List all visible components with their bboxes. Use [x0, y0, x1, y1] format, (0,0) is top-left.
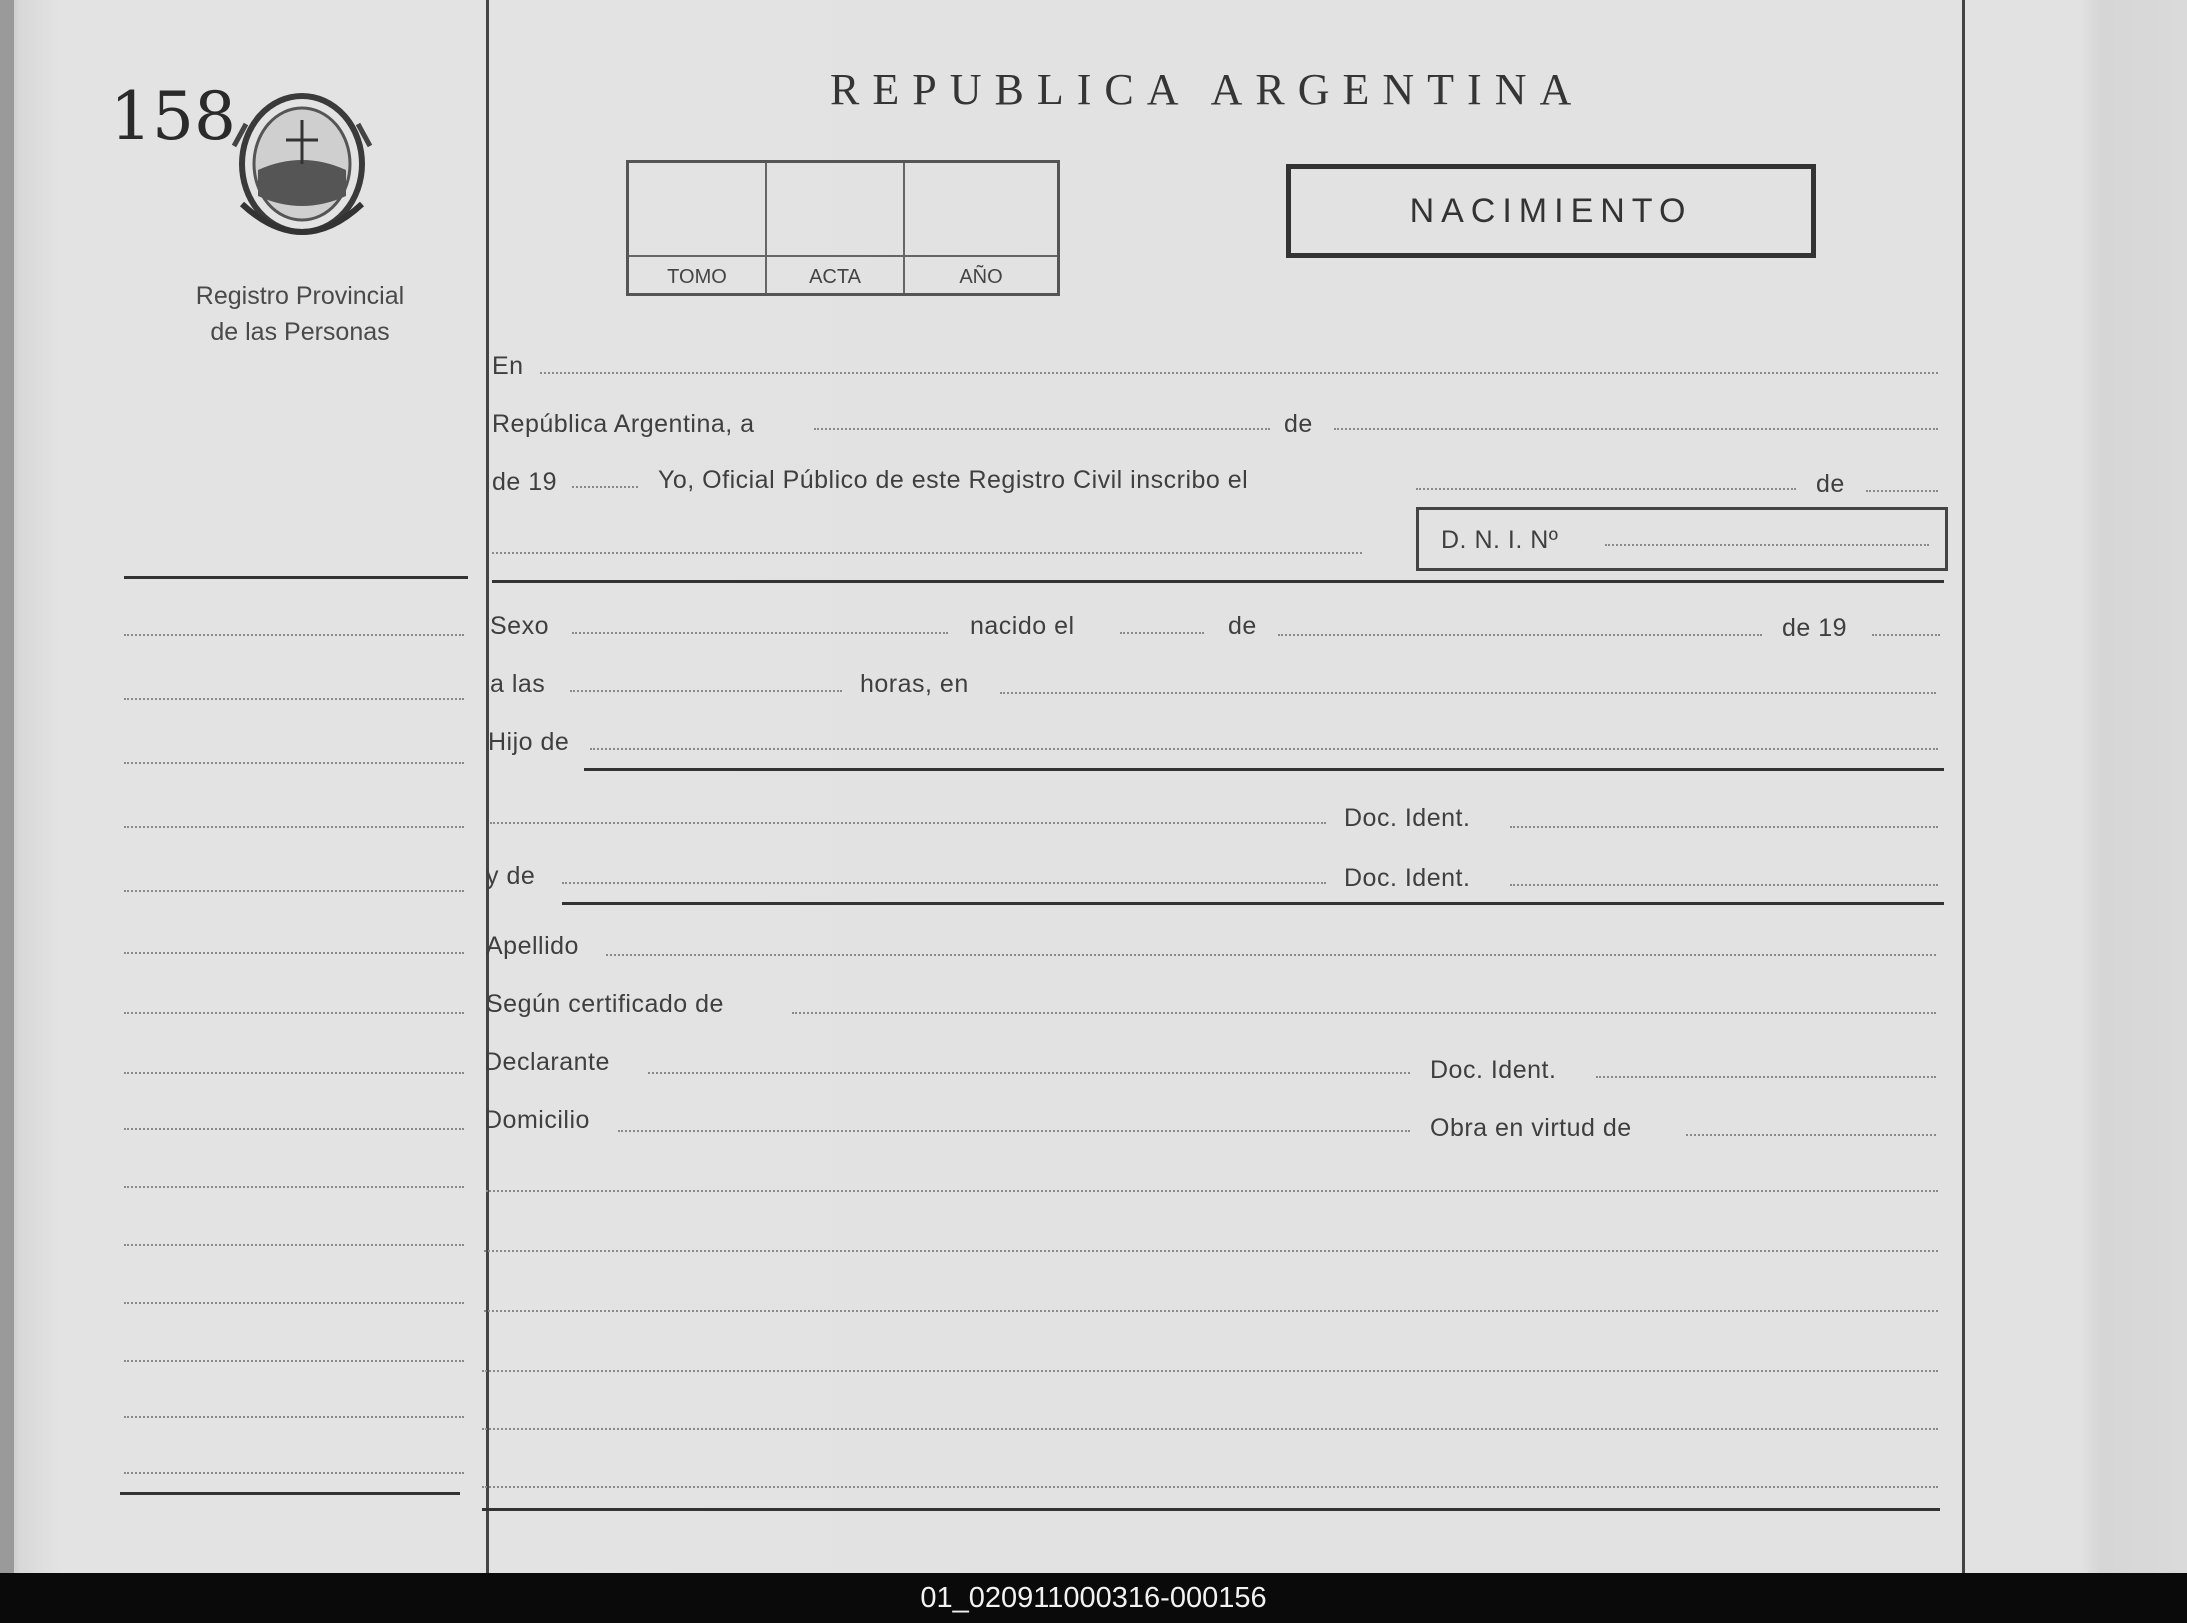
binding-edge — [0, 0, 14, 1573]
register-box — [626, 160, 1060, 296]
doc-ident-label-3: Doc. Ident. — [1430, 1056, 1557, 1084]
y-de-label: y de — [486, 862, 536, 890]
day-field[interactable] — [814, 428, 1270, 430]
hijo-de-label: Hijo de — [488, 728, 570, 756]
obs-line-4[interactable] — [482, 1370, 1938, 1372]
obs-line-6[interactable] — [482, 1486, 1938, 1488]
obs-line-3[interactable] — [484, 1310, 1938, 1312]
coat-of-arms-seal — [228, 84, 376, 252]
margin-divider — [486, 0, 489, 1573]
margin-line-14[interactable] — [124, 1416, 464, 1418]
padre-field[interactable] — [590, 748, 1938, 750]
acta-cell — [767, 163, 905, 293]
month-field[interactable] — [1334, 428, 1938, 430]
en-field[interactable] — [540, 372, 1938, 374]
de-label-1: de — [1284, 410, 1313, 438]
doc-ident-label-2: Doc. Ident. — [1344, 864, 1471, 892]
registry-line-2: de las Personas — [210, 318, 390, 346]
dni-field[interactable] — [1605, 544, 1929, 546]
inscribo-month-field[interactable] — [1866, 490, 1938, 492]
registry-name — [150, 278, 450, 350]
nacido-label: nacido el — [970, 612, 1075, 640]
horas-en-label: horas, en — [860, 670, 969, 698]
margin-line-13[interactable] — [124, 1360, 464, 1362]
segun-label: Según certificado de — [486, 990, 724, 1018]
section-rule-3 — [562, 902, 1944, 905]
anio-cell — [905, 163, 1057, 293]
right-border — [1962, 0, 1965, 1573]
margin-line-5[interactable] — [124, 890, 464, 892]
image-id-footer: 01_020911000316-000156 — [0, 1573, 2187, 1623]
margin-line-9[interactable] — [124, 1128, 464, 1130]
registry-line-1: Registro Provincial — [195, 282, 405, 310]
section-rule-2 — [584, 768, 1944, 771]
act-type-box: NACIMIENTO — [1286, 164, 1816, 258]
nacido-day-field[interactable] — [1120, 632, 1204, 634]
margin-line-8[interactable] — [124, 1072, 464, 1074]
margin-line-2[interactable] — [124, 698, 464, 700]
sexo-label: Sexo — [490, 612, 549, 640]
acta-label: ACTA — [809, 266, 861, 288]
dni-box — [1416, 507, 1948, 571]
margin-line-6[interactable] — [124, 952, 464, 954]
margin-rule-bottom — [120, 1492, 460, 1495]
year-field[interactable] — [572, 486, 638, 488]
tomo-cell — [629, 163, 767, 293]
obs-line-5[interactable] — [482, 1428, 1938, 1430]
inscribo-field[interactable] — [1416, 488, 1796, 490]
margin-line-4[interactable] — [124, 826, 464, 828]
margin-rule-top — [124, 576, 468, 579]
name-field[interactable] — [492, 552, 1362, 554]
doc-ident-label-1: Doc. Ident. — [1344, 804, 1471, 832]
domicilio-field[interactable] — [618, 1130, 1410, 1132]
madre-doc-field[interactable] — [1510, 884, 1938, 886]
obs-line-1[interactable] — [486, 1190, 1938, 1192]
republica-label: República Argentina, a — [492, 410, 755, 438]
apellido-field[interactable] — [606, 954, 1936, 956]
lugar-field[interactable] — [1000, 692, 1936, 694]
declarante-field[interactable] — [648, 1072, 1410, 1074]
anio-label: AÑO — [959, 266, 1003, 288]
oficial-label: Yo, Oficial Público de este Registro Civil inscribo el — [658, 466, 1249, 494]
declarante-doc-field[interactable] — [1596, 1076, 1936, 1078]
folio-number: 158 — [110, 78, 236, 155]
domicilio-label: Domicilio — [484, 1106, 590, 1134]
en-label: En — [492, 352, 524, 380]
tomo-label: TOMO — [667, 266, 727, 288]
apellido-label: Apellido — [486, 932, 579, 960]
sexo-field[interactable] — [572, 632, 948, 634]
dni-label: D. N. I. Nº — [1441, 526, 1559, 554]
obra-field[interactable] — [1686, 1134, 1936, 1136]
closing-rule — [482, 1508, 1940, 1511]
margin-line-3[interactable] — [124, 762, 464, 764]
margin-line-10[interactable] — [124, 1186, 464, 1188]
nacido-month-field[interactable] — [1278, 634, 1762, 636]
obs-line-2[interactable] — [484, 1250, 1938, 1252]
nacido-year-field[interactable] — [1872, 634, 1940, 636]
a-las-label: a las — [490, 670, 546, 698]
de19-label: de 19 — [492, 468, 558, 496]
margin-line-11[interactable] — [124, 1244, 464, 1246]
declarante-label: Declarante — [484, 1048, 610, 1076]
madre-field[interactable] — [562, 882, 1326, 884]
page-title: REPUBLICA ARGENTINA — [830, 65, 1585, 114]
padre-doc-field[interactable] — [1510, 826, 1938, 828]
margin-line-12[interactable] — [124, 1302, 464, 1304]
de-label-3: de — [1228, 612, 1257, 640]
certificado-field[interactable] — [792, 1012, 1936, 1014]
margin-line-7[interactable] — [124, 1012, 464, 1014]
padre-nombre-field[interactable] — [490, 822, 1326, 824]
de19-label-2: de 19 — [1782, 614, 1848, 642]
obra-label: Obra en virtud de — [1430, 1114, 1632, 1142]
de-label-2: de — [1816, 470, 1845, 498]
margin-line-15[interactable] — [124, 1472, 464, 1474]
margin-line-1[interactable] — [124, 634, 464, 636]
hora-field[interactable] — [570, 690, 842, 692]
section-rule-1 — [492, 580, 1944, 583]
